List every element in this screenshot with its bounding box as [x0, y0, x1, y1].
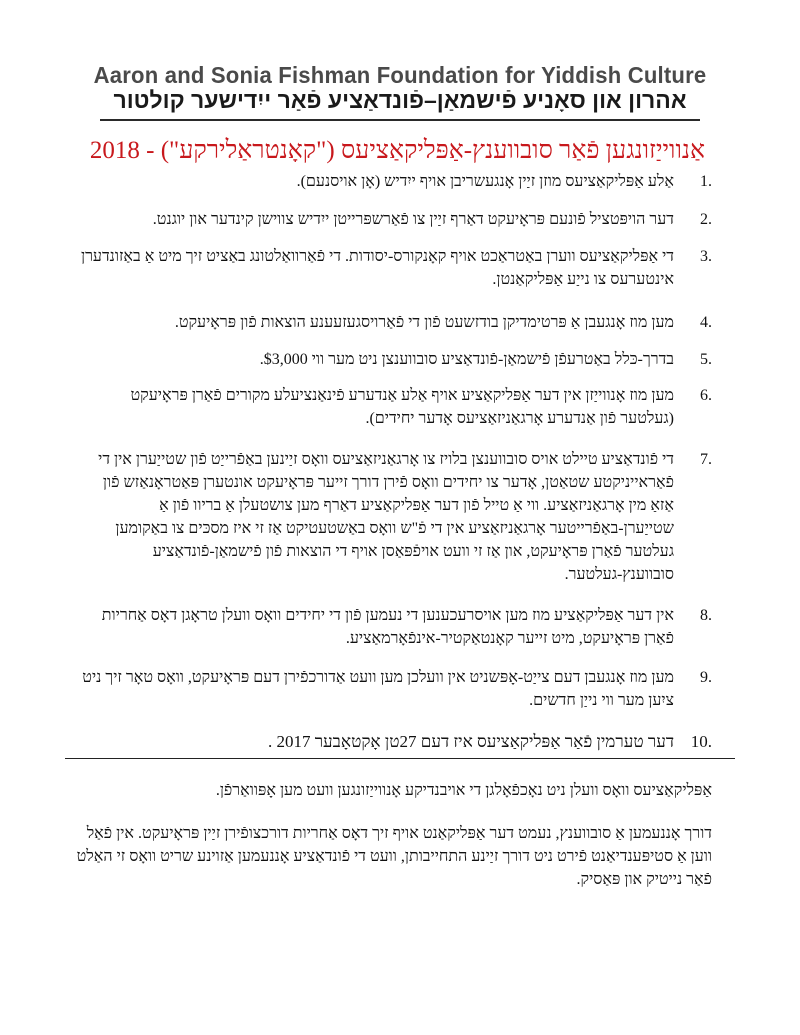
item-number: 1.: [700, 173, 712, 190]
item-text: בדרך-כּלל באַטרעפֿן פֿישמאַן-פֿונדאַציע סובווענצן ניט מער ווי $3,000.: [259, 351, 674, 368]
list-item: [78, 384, 712, 430]
divider: [65, 758, 735, 759]
item-text: דער הויפּטציל פֿונעם פּראָיעקט דאַרף זיַין צו פֿאַרשפּרייטן ייִדיש צווישן קינדער און יוגנט.: [152, 211, 674, 228]
item-text: די פֿונדאַציע טיילט אויס סובווענצן בלויז צו אָרגאַניזאַציעס וואָס זיַינען באַפֿרייַט פֿון שטייַערן אין די פֿאַראייניקטע שטאַטן, אָדער צו יחידים וואָס פֿירן דורך זייער פּראָיעקט אונטערן פּאַטראָנאַזש פֿון אַזאַ מין אָרגאַניזאַציע. ווי אַ טייל פֿון דער אַפּליקאַציע דאַרף מען צושטעלן אַ בריוו פֿון אַ שטייַערן-באַפֿרייטער אָרגאַניזאַציע אין די פֿ"ש וואָס באַשטעטיקט אַז זי איז מסכּים צו באַקומען געלטער פֿאַרן פּראָיעקט, און אַז זי וועט אויפֿפּאַסן אויף די הוצאות פֿון פֿישמאַן-פֿונדאַציע סובווענץ-געלטער.: [98, 451, 674, 583]
item-text: אַלע אַפּליקאַציעס מוזן זיַין אָנגעשריבן אויף ייִדיש (אָן אויסנעם).: [296, 173, 674, 190]
item-text: מען מוז אָנווייַזן אין דער אַפּליקאַציע אויף אַלע אַנדערע פֿינאַנציעלע מקורים פֿאַרן פּראָיעקט (געלטער פֿון אַנדערע אָרגאַניזאַציעס אָדער יחידים).: [130, 387, 674, 427]
item-number: 10.: [690, 732, 712, 751]
list-item: [78, 245, 712, 291]
page-title: אַנווייַזונגען פֿאַר סובווענץ-אַפּליקאַציעס ("קאָנטראַלירקע") - 2018: [89, 137, 705, 164]
item-text: די אַפּליקאַציעס ווערן באַטראַכט אויף קאָנקורס-יסודות. די פֿאַרוואַלטונג באַציט זיך מיט אַ באַזונדערן אינטערעס צו נייַע אַפּליקאַנטן.: [80, 248, 674, 288]
list-item: [78, 604, 712, 650]
footer-note: אַפּליקאַציעס וואָס וועלן ניט נאָכפֿאָלגן די אויבנדיקע אָנווייַזונגען וועט מען אָפּוואַרפֿן.: [215, 782, 712, 799]
list-item: [78, 348, 712, 371]
list-item: [78, 170, 712, 193]
list-item: [78, 311, 712, 334]
item-text: אין דער אַפּליקאַציע מוז מען אויסרעכענען די נעמען פֿון די יחידים וואָס וועלן טראָגן דאָס אַחריות פֿאַרן פּראָיעקט, מיט זייער קאָנטאַקטיר-אינפֿאָרמאַציע.: [101, 607, 674, 647]
list-item: [78, 730, 712, 753]
item-text: מען מוז אָנגעבן דעם צייַט-אָפּשניט אין וועלכן מען וועט אַדורכפֿירן דעם פּראָיעקט, וואָס טאָר זיך ניט ציִען מער ווי נייַן חדשים.: [82, 669, 674, 709]
item-number: 8.: [700, 607, 712, 624]
item-number: 4.: [700, 314, 712, 331]
item-text: דער טערמין פֿאַר אַפּליקאַציעס איז דעם 27טן אָקטאָבער 2017 .: [267, 732, 674, 751]
item-number: 7.: [700, 451, 712, 468]
item-number: 5.: [700, 351, 712, 368]
item-text: מען מוז אָנגעבן אַ פּרטימדיקן בודזשעט פֿון די פֿאַרויסגעזעענע הוצאות פֿון פּראָיעקט.: [174, 314, 674, 331]
list-item: [78, 666, 712, 712]
list-item: [78, 208, 712, 231]
item-number: 6.: [700, 387, 712, 404]
header-rule: [100, 119, 700, 121]
item-number: 9.: [700, 669, 712, 686]
footer-note: דורך אָננעמען אַ סובווענץ, נעמט דער אַפּליקאַנט אויף זיך דאָס אַחריות דורכצופֿירן זיַין פּראָיעקט. אין פֿאַל ווען אַ סטיפּענדיאַנט פֿירט ניט דורך זיַינע התחייבותן, וועט די פֿונדאַציע אָננעמען אַזוינע שריט וואָס זי האַלט פֿאַר נייטיק און פּאַסיק.: [76, 825, 712, 888]
org-name-english: Aaron and Sonia Fishman Foundation for Yiddish Culture: [93, 62, 707, 88]
item-number: 2.: [700, 211, 712, 228]
letterhead: [0, 62, 800, 114]
list-item: [78, 448, 712, 586]
org-name-yiddish: אהרון און סאָניע פֿישמאַן–פֿונדאַציע פֿאַר ייִדישער קולטור: [113, 87, 687, 113]
item-number: 3.: [700, 248, 712, 265]
